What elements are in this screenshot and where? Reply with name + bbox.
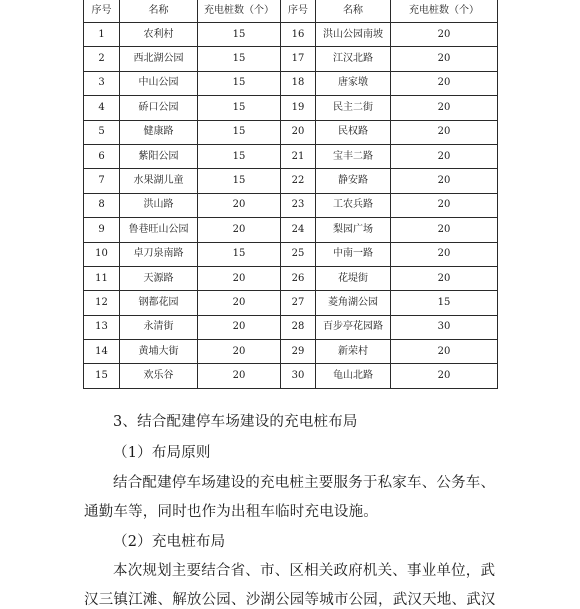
location-name-cell: 洪山公园南坡 — [316, 23, 391, 47]
table-row — [84, 169, 498, 193]
pile-count-cell: 20 — [391, 71, 498, 95]
pile-count-cell: 15 — [198, 96, 281, 120]
location-name-cell: 民权路 — [316, 120, 391, 144]
subheading-layout-principle: （1）布局原则 — [113, 445, 211, 461]
row-number-cell: 13 — [84, 315, 120, 339]
row-number-cell: 26 — [281, 266, 316, 290]
row-number-cell: 6 — [84, 144, 120, 168]
location-name-cell: 江汉北路 — [316, 47, 391, 71]
row-number-cell: 3 — [84, 71, 120, 95]
location-name-cell: 百步亭花园路 — [316, 315, 391, 339]
table-row — [84, 340, 498, 364]
location-name-cell: 龟山北路 — [316, 364, 391, 388]
header-cell: 序号 — [84, 0, 120, 23]
location-name-cell: 卓刀泉南路 — [120, 242, 198, 266]
table-row — [84, 242, 498, 266]
row-number-cell: 28 — [281, 315, 316, 339]
subheading-pile-layout: （2）充电桩布局 — [113, 534, 226, 550]
location-name-cell: 新荣村 — [316, 340, 391, 364]
table-body — [84, 23, 498, 389]
pile-count-cell: 20 — [391, 169, 498, 193]
pile-count-cell: 20 — [391, 340, 498, 364]
paragraph-line: 结合配建停车场建设的充电桩主要服务于私家车、公务车、 — [113, 475, 496, 491]
pile-count-cell: 30 — [391, 315, 498, 339]
location-name-cell: 健康路 — [120, 120, 198, 144]
row-number-cell: 7 — [84, 169, 120, 193]
pile-count-cell: 20 — [198, 364, 281, 388]
location-name-cell: 菱角湖公园 — [316, 291, 391, 315]
table-row — [84, 291, 498, 315]
header-cell: 名称 — [120, 0, 198, 23]
location-name-cell: 农利村 — [120, 23, 198, 47]
paragraph-line: 本次规划主要结合省、市、区相关政府机关、事业单位，武 — [113, 563, 496, 579]
pile-count-cell: 15 — [198, 23, 281, 47]
location-name-cell: 静安路 — [316, 169, 391, 193]
row-number-cell: 29 — [281, 340, 316, 364]
table-row — [84, 96, 498, 120]
location-name-cell: 宝丰二路 — [316, 144, 391, 168]
location-name-cell: 硚口公园 — [120, 96, 198, 120]
row-number-cell: 2 — [84, 47, 120, 71]
paragraph-line: 汉三镇江滩、解放公园、沙湖公园等城市公园，武汉天地、武汉 — [84, 592, 496, 608]
location-name-cell: 永清街 — [120, 315, 198, 339]
pile-count-cell: 20 — [198, 218, 281, 242]
pile-count-cell: 20 — [198, 193, 281, 217]
pile-count-cell: 20 — [391, 96, 498, 120]
pile-count-cell: 15 — [198, 169, 281, 193]
row-number-cell: 4 — [84, 96, 120, 120]
table-row — [84, 266, 498, 290]
location-name-cell: 花堤街 — [316, 266, 391, 290]
location-name-cell: 民主二街 — [316, 96, 391, 120]
pile-count-cell: 20 — [391, 218, 498, 242]
row-number-cell: 8 — [84, 193, 120, 217]
row-number-cell: 23 — [281, 193, 316, 217]
location-name-cell: 洪山路 — [120, 193, 198, 217]
row-number-cell: 11 — [84, 266, 120, 290]
row-number-cell: 15 — [84, 364, 120, 388]
table-row — [84, 193, 498, 217]
paragraph-line: 通勤车等，同时也作为出租车临时充电设施。 — [84, 504, 378, 520]
header-cell: 名称 — [316, 0, 391, 23]
pile-count-cell: 20 — [391, 242, 498, 266]
location-name-cell: 中山公园 — [120, 71, 198, 95]
pile-count-cell: 15 — [198, 71, 281, 95]
location-name-cell: 水果湖儿童 — [120, 169, 198, 193]
location-name-cell: 钢都花园 — [120, 291, 198, 315]
row-number-cell: 16 — [281, 23, 316, 47]
table-row — [84, 120, 498, 144]
row-number-cell: 18 — [281, 71, 316, 95]
row-number-cell: 17 — [281, 47, 316, 71]
pile-count-cell: 20 — [391, 47, 498, 71]
pile-count-cell: 20 — [391, 23, 498, 47]
section-heading: 3、结合配建停车场建设的充电桩布局 — [113, 414, 358, 430]
pile-count-cell: 20 — [391, 364, 498, 388]
row-number-cell: 22 — [281, 169, 316, 193]
location-name-cell: 鲁巷旺山公园 — [120, 218, 198, 242]
row-number-cell: 10 — [84, 242, 120, 266]
table-row — [84, 23, 498, 47]
table-row — [84, 47, 498, 71]
pile-count-cell: 15 — [391, 291, 498, 315]
pile-count-cell: 20 — [391, 120, 498, 144]
pile-count-cell: 20 — [198, 340, 281, 364]
pile-count-cell: 20 — [198, 315, 281, 339]
header-cell: 充电桩数（个） — [391, 0, 498, 23]
row-number-cell: 30 — [281, 364, 316, 388]
pile-count-cell: 20 — [198, 266, 281, 290]
row-number-cell: 21 — [281, 144, 316, 168]
location-name-cell: 西北湖公园 — [120, 47, 198, 71]
row-number-cell: 24 — [281, 218, 316, 242]
pile-count-cell: 15 — [198, 144, 281, 168]
row-number-cell: 14 — [84, 340, 120, 364]
row-number-cell: 27 — [281, 291, 316, 315]
row-number-cell: 9 — [84, 218, 120, 242]
charging-pile-table — [83, 0, 498, 389]
pile-count-cell: 15 — [198, 120, 281, 144]
header-cell: 充电桩数（个） — [198, 0, 281, 23]
table-row — [84, 315, 498, 339]
row-number-cell: 19 — [281, 96, 316, 120]
location-name-cell: 唐家墩 — [316, 71, 391, 95]
location-name-cell: 天源路 — [120, 266, 198, 290]
location-name-cell: 工农兵路 — [316, 193, 391, 217]
pile-count-cell: 20 — [391, 266, 498, 290]
table-row — [84, 364, 498, 388]
pile-count-cell: 20 — [391, 193, 498, 217]
pile-count-cell: 20 — [198, 291, 281, 315]
row-number-cell: 25 — [281, 242, 316, 266]
table-row — [84, 144, 498, 168]
table-row — [84, 218, 498, 242]
header-cell: 序号 — [281, 0, 316, 23]
pile-count-cell: 15 — [198, 242, 281, 266]
location-name-cell: 紫阳公园 — [120, 144, 198, 168]
table-row — [84, 71, 498, 95]
row-number-cell: 20 — [281, 120, 316, 144]
row-number-cell: 1 — [84, 23, 120, 47]
pile-count-cell: 20 — [391, 144, 498, 168]
location-name-cell: 中南一路 — [316, 242, 391, 266]
pile-count-cell: 15 — [198, 47, 281, 71]
location-name-cell: 梨园广场 — [316, 218, 391, 242]
location-name-cell: 欢乐谷 — [120, 364, 198, 388]
row-number-cell: 5 — [84, 120, 120, 144]
table-header-row — [84, 0, 498, 23]
row-number-cell: 12 — [84, 291, 120, 315]
location-name-cell: 黄埔大街 — [120, 340, 198, 364]
